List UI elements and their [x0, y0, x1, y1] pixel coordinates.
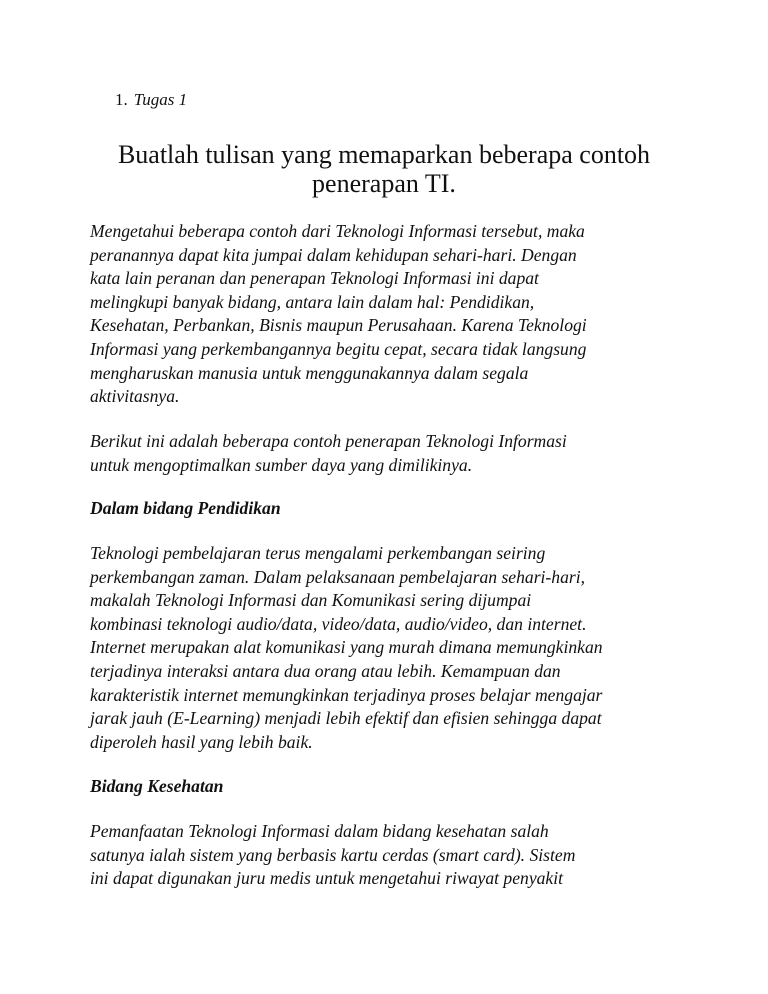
- text-line: Pemanfaatan Teknologi Informasi dalam bidang kesehatan salah: [90, 821, 549, 841]
- text-line: Kesehatan, Perbankan, Bisnis maupun Perusahaan. Karena Teknologi: [90, 315, 587, 336]
- text-line: kombinasi teknologi audio/data, video/data, audio/video, dan internet.: [90, 613, 587, 634]
- text-line: Mengetahui beberapa contoh dari Teknologi Informasi tersebut, maka: [90, 221, 585, 241]
- heading-kesehatan: Bidang Kesehatan: [90, 776, 224, 796]
- text-line: mengharuskan manusia untuk menggunakannya dalam segala: [90, 362, 529, 383]
- text-line: Berikut ini adalah beberapa contoh penerapan Teknologi Informasi: [90, 431, 567, 451]
- paragraph-kesehatan: [90, 820, 575, 891]
- text-line: Teknologi pembelajaran terus mengalami perkembangan seiring: [90, 543, 546, 563]
- text-line: ini dapat digunakan juru medis untuk mengetahui riwayat penyakit: [90, 868, 564, 889]
- text-line: satunya ialah sistem yang berbasis kartu cerdas (smart card). Sistem: [90, 844, 576, 865]
- title-line: penerapan TI.: [312, 169, 456, 198]
- text-line: aktivitasnya.: [90, 386, 180, 407]
- text-line: untuk mengoptimalkan sumber daya yang dimilikinya.: [90, 454, 473, 475]
- list-item: [115, 90, 187, 110]
- text-line: diperoleh hasil yang lebih baik.: [90, 731, 313, 752]
- text-line: kata lain peranan dan penerapan Teknologi Informasi ini dapat: [90, 268, 539, 289]
- paragraph-intro: [90, 220, 587, 409]
- title-line: Buatlah tulisan yang memaparkan beberapa contoh: [117, 140, 651, 169]
- paragraph-pendidikan: [90, 542, 603, 754]
- text-line: Informasi yang perkembangannya begitu cepat, secara tidak langsung: [90, 338, 587, 359]
- text-line: Internet merupakan alat komunikasi yang murah dimana memungkinkan: [90, 637, 603, 658]
- text-line: jarak jauh (E-Learning) menjadi lebih efektif dan efisien sehingga dapat: [90, 708, 602, 729]
- text-line: melingkupi banyak bidang, antara lain dalam hal: Pendidikan,: [90, 291, 535, 312]
- list-text: Tugas 1: [133, 90, 188, 109]
- text-line: karakteristik internet memungkinkan terjadinya proses belajar mengajar: [90, 684, 603, 705]
- text-line: perkembangan zaman. Dalam pelaksanaan pembelajaran sehari-hari,: [90, 566, 586, 587]
- document-title: [0, 140, 768, 198]
- list-number: 1.: [115, 90, 128, 109]
- heading-pendidikan: Dalam bidang Pendidikan: [90, 498, 281, 518]
- text-line: peranannya dapat kita jumpai dalam kehidupan sehari-hari. Dengan: [90, 244, 577, 265]
- paragraph-examples: [90, 430, 567, 477]
- text-line: makalah Teknologi Informasi dan Komunikasi sering dijumpai: [90, 590, 532, 611]
- text-line: terjadinya interaksi antara dua orang atau lebih. Kemampuan dan: [90, 660, 561, 681]
